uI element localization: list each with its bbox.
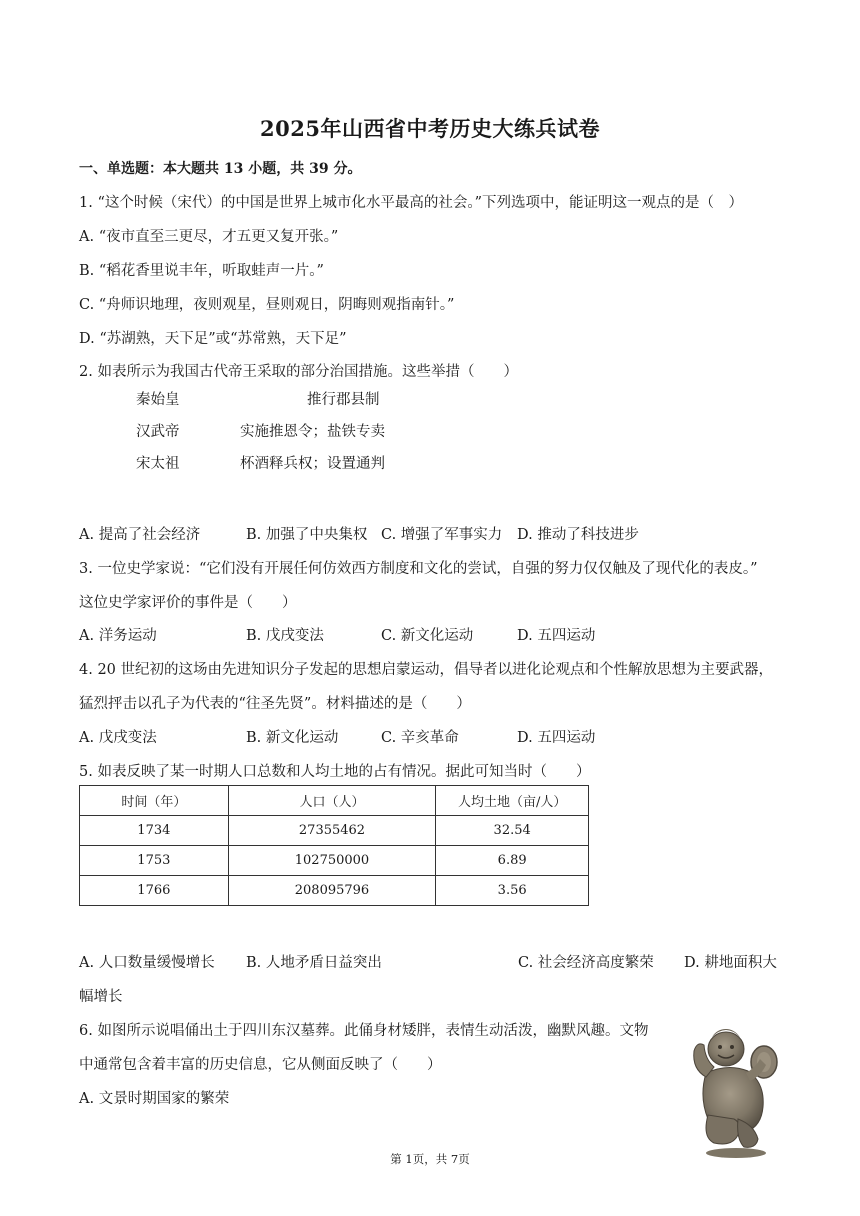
q4-option-a: A. 戊戌变法 xyxy=(79,730,157,746)
table-cell: 32.54 xyxy=(436,816,589,846)
q6-option-a: A. 文景时期国家的繁荣 xyxy=(79,1091,230,1107)
q5-option-d-cont: 幅增长 xyxy=(79,989,123,1005)
q5-option-b: B. 人地矛盾日益突出 xyxy=(246,955,382,971)
table-header-cell: 人均土地（亩/人） xyxy=(436,786,589,816)
table-cell: 27355462 xyxy=(228,816,436,846)
q1-stem: 1. “这个时候（宋代）的中国是世界上城市化水平最高的社会。”下列选项中，能证明这一观点的是（ ） xyxy=(79,195,744,211)
q2-row-emperor: 宋太祖 xyxy=(136,456,180,472)
q3-stem: 3. 一位史学家说：“它们没有开展任何仿效西方制度和文化的尝试，自强的努力仅仅触及了现代化的表皮。” xyxy=(79,561,758,577)
q5-option-d: D. 耕地面积大 xyxy=(684,955,777,971)
q6-stem: 6. 如图所示说唱俑出土于四川东汉墓葬。此俑身材矮胖，表情生动活泼，幽默风趣。文物 xyxy=(79,1023,649,1039)
q5-option-a: A. 人口数量缓慢增长 xyxy=(79,955,215,971)
q2-row-measure: 推行郡县制 xyxy=(307,392,380,408)
q4-option-d: D. 五四运动 xyxy=(517,730,596,746)
q5-stem: 5. 如表反映了某一时期人口总数和人均土地的占有情况。据此可知当时（ ） xyxy=(79,764,591,780)
q1-option-b: B. “稻花香里说丰年，听取蛙声一片。” xyxy=(79,263,324,279)
table-row xyxy=(80,816,589,846)
page-footer: 第 1页，共 7页 xyxy=(390,1152,470,1166)
table-row xyxy=(80,876,589,906)
table-row xyxy=(80,846,589,876)
q4-stem-cont: 猛烈抨击以孔子为代表的“往圣先贤”。材料描述的是（ ） xyxy=(79,696,471,712)
table-cell: 208095796 xyxy=(228,876,436,906)
q3-option-d: D. 五四运动 xyxy=(517,628,596,644)
q2-row-measure: 实施推恩令；盐铁专卖 xyxy=(240,424,385,440)
q2-row-measure: 杯酒释兵权；设置通判 xyxy=(240,456,385,472)
q1-option-c: C. “舟师识地理，夜则观星，昼则观日，阴晦则观指南针。” xyxy=(79,297,455,313)
q4-option-b: B. 新文化运动 xyxy=(246,730,339,746)
table-cell: 3.56 xyxy=(436,876,589,906)
q2-row-emperor: 秦始皇 xyxy=(136,392,180,408)
q2-option-d: D. 推动了科技进步 xyxy=(517,527,639,543)
q1-option-a: A. “夜市直至三更尽，才五更又复开张。” xyxy=(79,229,339,245)
table-header-row xyxy=(80,786,589,816)
section-heading: 一、单选题：本大题共 13 小题，共 39 分。 xyxy=(79,161,362,177)
q2-option-c: C. 增强了军事实力 xyxy=(381,527,503,543)
table-cell: 1734 xyxy=(80,816,229,846)
exam-title: 2025年山西省中考历史大练兵试卷 xyxy=(260,116,600,141)
q3-option-a: A. 洋务运动 xyxy=(79,628,157,644)
q4-stem: 4. 20 世纪初的这场由先进知识分子发起的思想启蒙运动，倡导者以进化论观点和个性解放思想为主要武器， xyxy=(79,662,773,678)
table-cell: 1753 xyxy=(80,846,229,876)
q2-option-a: A. 提高了社会经济 xyxy=(79,527,201,543)
table-cell: 1766 xyxy=(80,876,229,906)
table-cell: 6.89 xyxy=(436,846,589,876)
storyteller-figurine-image xyxy=(684,1015,780,1161)
q2-stem: 2. 如表所示为我国古代帝王采取的部分治国措施。这些举措（ ） xyxy=(79,364,518,380)
q5-option-c: C. 社会经济高度繁荣 xyxy=(518,955,654,971)
q4-option-c: C. 辛亥革命 xyxy=(381,730,459,746)
q6-stem-cont: 中通常包含着丰富的历史信息，它从侧面反映了（ ） xyxy=(79,1057,442,1073)
table-header-cell: 人口（人） xyxy=(228,786,436,816)
q1-option-d: D. “苏湖熟，天下足”或“苏常熟，天下足” xyxy=(79,331,347,347)
q2-row-emperor: 汉武帝 xyxy=(136,424,180,440)
table-header-cell: 时间（年） xyxy=(80,786,229,816)
table-cell: 102750000 xyxy=(228,846,436,876)
q3-option-c: C. 新文化运动 xyxy=(381,628,474,644)
population-table xyxy=(79,785,589,906)
q2-option-b: B. 加强了中央集权 xyxy=(246,527,368,543)
q3-option-b: B. 戊戌变法 xyxy=(246,628,324,644)
q3-stem-cont: 这位史学家评价的事件是（ ） xyxy=(79,595,297,611)
